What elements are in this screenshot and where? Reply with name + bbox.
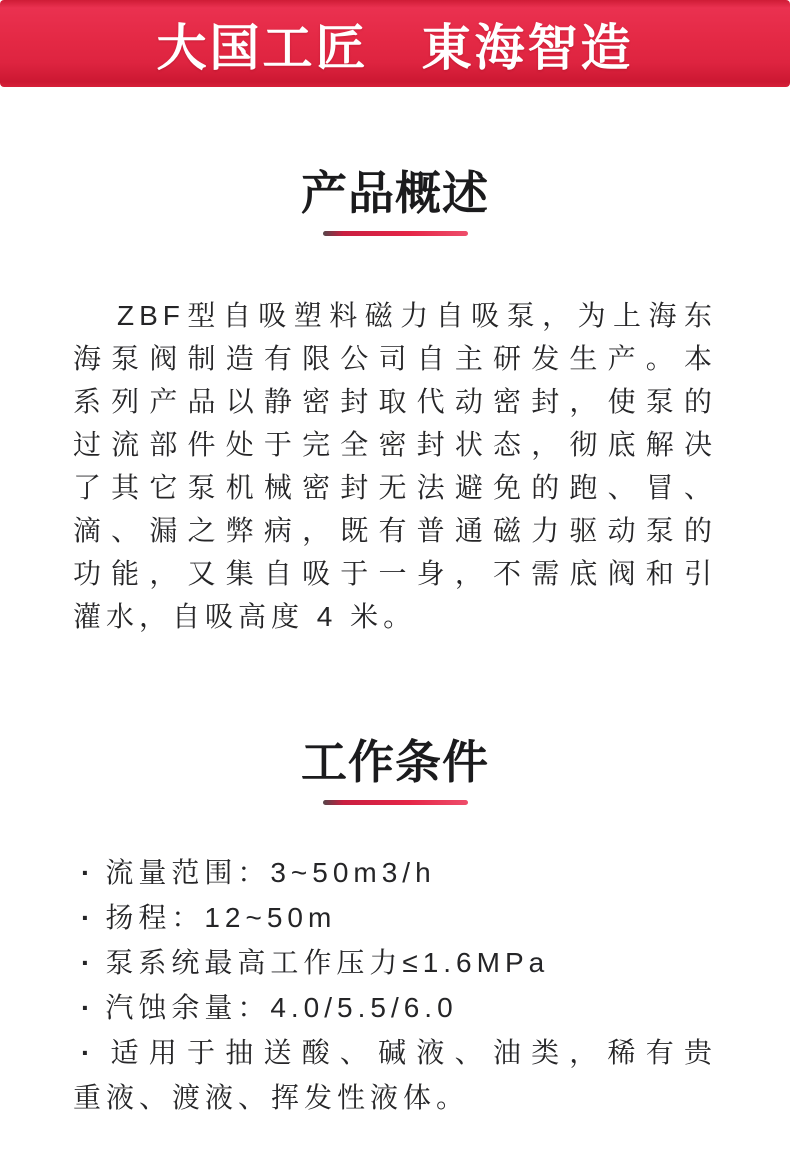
condition-item-continuation bbox=[73, 1075, 717, 1120]
overview-title-underline bbox=[323, 231, 468, 236]
paragraph-line: 了其它泵机械密封无法避免的跑、冒、 bbox=[73, 472, 717, 503]
conditions-list bbox=[73, 850, 717, 1120]
bullet-dot-icon: · bbox=[81, 1037, 96, 1068]
paragraph-line: 海泵阀制造有限公司自主研发生产。本 bbox=[73, 343, 717, 374]
paragraph-line: 过流部件处于完全密封状态，彻底解决 bbox=[73, 429, 717, 460]
condition-text: 汽蚀余量：4.0/5.5/6.0 bbox=[105, 992, 458, 1023]
overview-section-title: 产品概述 bbox=[301, 167, 489, 219]
conditions-section-title: 工作条件 bbox=[301, 736, 489, 788]
condition-text: 泵系统最高工作压力≤1.6MPa bbox=[105, 947, 550, 978]
bullet-dot-icon: · bbox=[81, 902, 96, 933]
paragraph-line: 滴、漏之弊病，既有普通磁力驱动泵的 bbox=[73, 515, 717, 546]
condition-item bbox=[73, 1030, 717, 1075]
condition-item bbox=[73, 940, 717, 985]
section-working-conditions bbox=[0, 736, 790, 1120]
condition-text: 适用于抽送酸、碱液、油类，稀有贵 bbox=[105, 1037, 717, 1068]
condition-text: 重液、渡液、挥发性液体。 bbox=[73, 1082, 470, 1113]
condition-item bbox=[73, 850, 717, 895]
condition-item bbox=[73, 895, 717, 940]
condition-text: 流量范围：3~50m3/h bbox=[105, 857, 436, 888]
bullet-dot-icon: · bbox=[81, 947, 96, 978]
condition-text: 扬程：12~50m bbox=[105, 902, 337, 933]
bullet-dot-icon: · bbox=[81, 857, 96, 888]
overview-paragraph bbox=[73, 294, 717, 638]
conditions-title-underline bbox=[323, 800, 468, 805]
paragraph-line: 系列产品以静密封取代动密封，使泵的 bbox=[73, 386, 717, 417]
section-overview bbox=[0, 167, 790, 638]
paragraph-line: 灌水，自吸高度 4 米。 bbox=[73, 601, 417, 632]
banner-title: 大国工匠 東海智造 bbox=[156, 19, 634, 76]
header-banner bbox=[0, 0, 790, 87]
paragraph-line: 功能，又集自吸于一身，不需底阀和引 bbox=[73, 558, 717, 589]
bullet-dot-icon: · bbox=[81, 992, 96, 1023]
paragraph-line: ZBF型自吸塑料磁力自吸泵，为上海东 bbox=[117, 300, 717, 331]
condition-item bbox=[73, 985, 717, 1030]
